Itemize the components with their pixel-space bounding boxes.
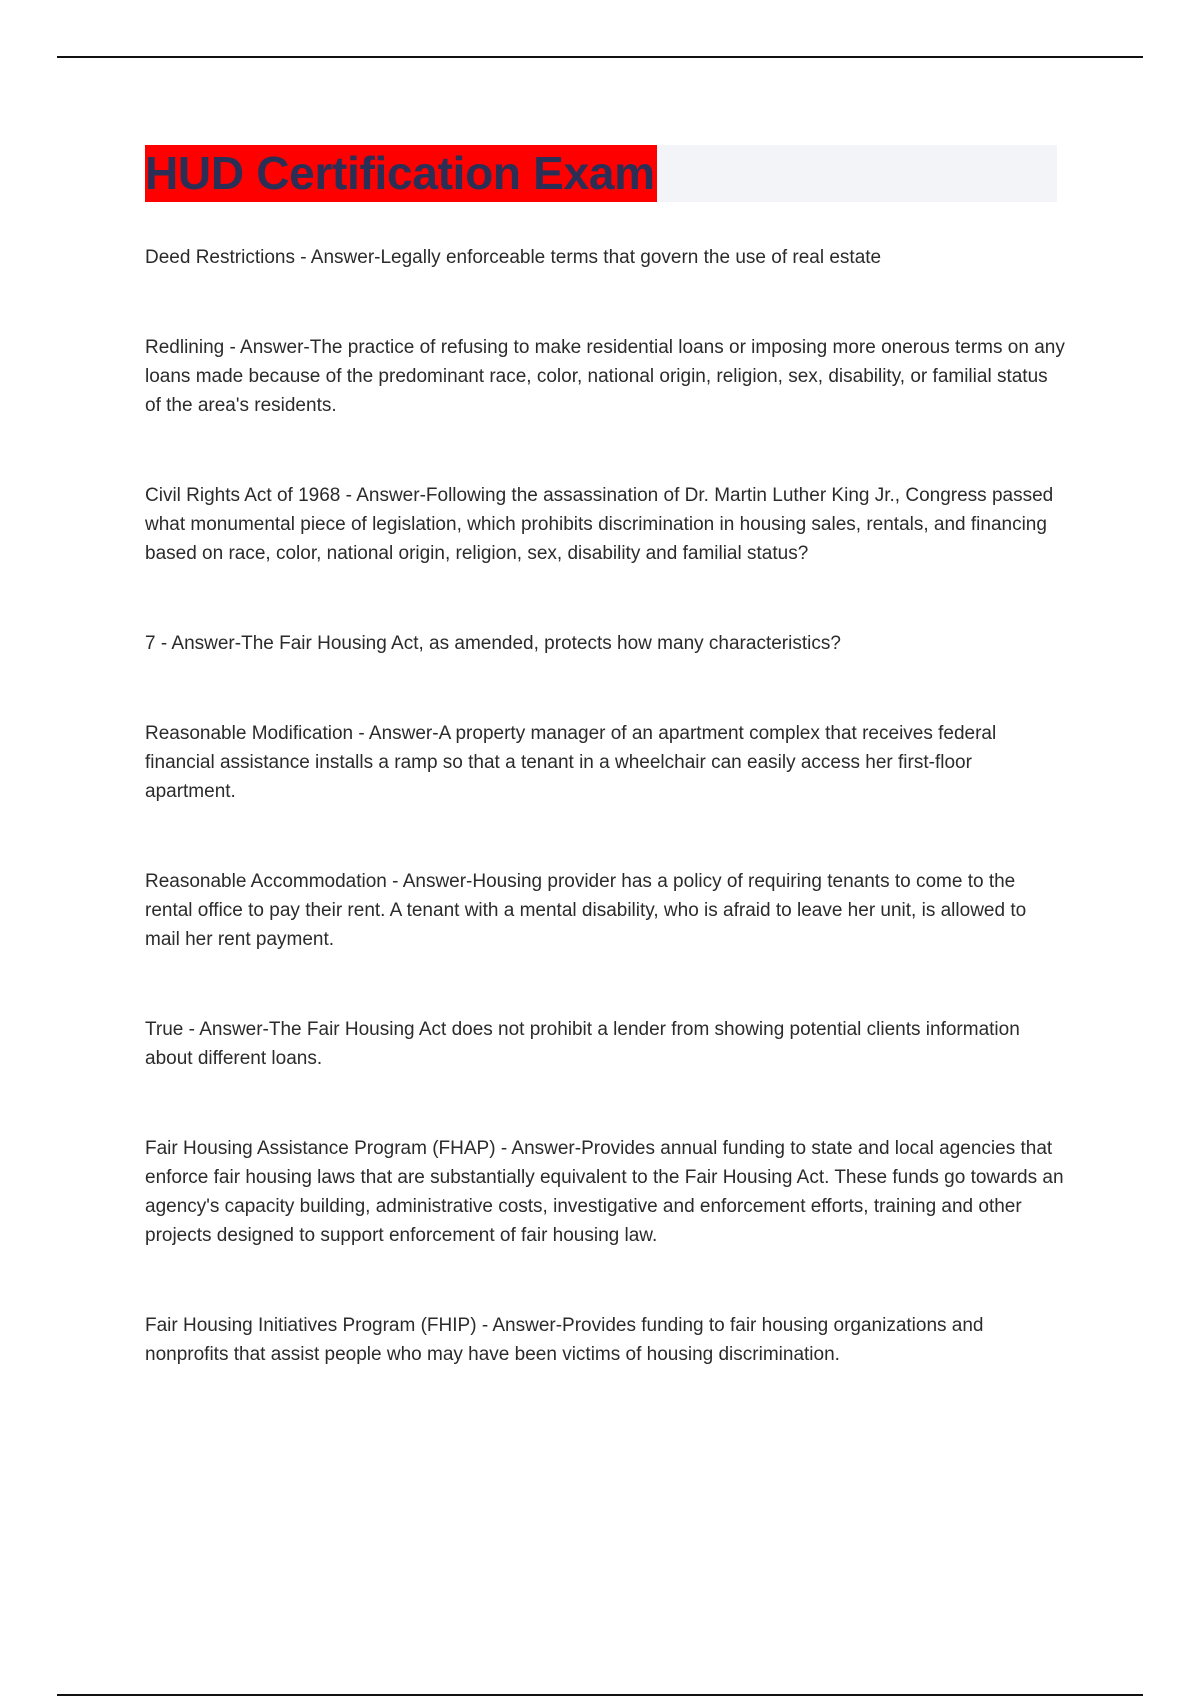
qa-item: Fair Housing Initiatives Program (FHIP) - Answer-Provides funding to fair housing organizations and nonprofits that assist people who may have been victims of housing discrimination. [145, 1315, 984, 1365]
page-title: HUD Certification Exam [145, 147, 655, 199]
qa-item: 7 - Answer-The Fair Housing Act, as amended, protects how many characteristics? [145, 633, 841, 654]
title-band [145, 145, 1057, 202]
qa-item: Redlining - Answer-The practice of refusing to make residential loans or imposing more onerous terms on any loans made because of the predominant race, color, national origin, religion, sex, disability, or familial status of the area's residents. [145, 337, 1065, 416]
qa-item: Reasonable Modification - Answer-A property manager of an apartment complex that receives federal financial assistance installs a ramp so that a tenant in a wheelchair can easily access her first-floor apartment. [145, 723, 997, 802]
footer-rule [57, 1694, 1143, 1696]
qa-list [145, 243, 1065, 1369]
header-rule [57, 56, 1143, 58]
qa-item: Deed Restrictions - Answer-Legally enforceable terms that govern the use of real estate [145, 247, 882, 268]
qa-item: Fair Housing Assistance Program (FHAP) - Answer-Provides annual funding to state and local agencies that enforce fair housing laws that are substantially equivalent to the Fair Housing Act. These funds go towards an agency's capacity building, administrative costs, investigative and enforcement efforts, training and other projects designed to support enforcement of fair housing law. [145, 1138, 1064, 1246]
qa-item: True - Answer-The Fair Housing Act does not prohibit a lender from showing potential clients information about different loans. [145, 1019, 1020, 1069]
title-highlight [145, 145, 657, 202]
qa-item: Reasonable Accommodation - Answer-Housing provider has a policy of requiring tenants to come to the rental office to pay their rent. A tenant with a mental disability, who is afraid to leave her unit, is allowed to mail her rent payment. [145, 871, 1027, 950]
qa-item: Civil Rights Act of 1968 - Answer-Following the assassination of Dr. Martin Luther King Jr., Congress passed what monumental piece of legislation, which prohibits discrimination in housing sales, rentals, and financing based on race, color, national origin, religion, sex, disability and familial status? [145, 485, 1054, 564]
